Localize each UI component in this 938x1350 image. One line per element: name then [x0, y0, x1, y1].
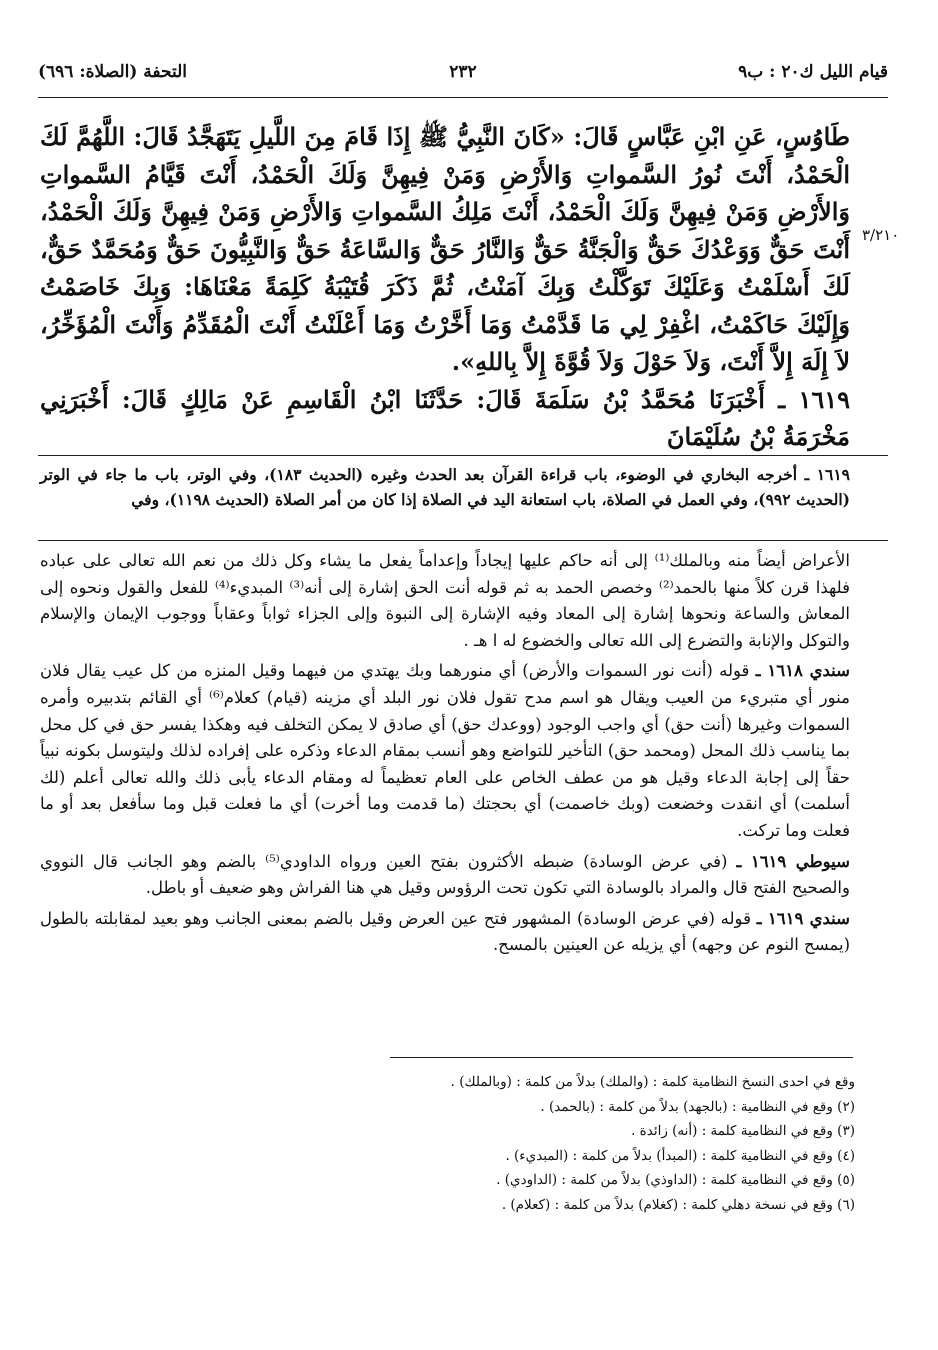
commentary-lead: سيوطي ١٦١٩ ـ	[736, 851, 850, 871]
commentary-text: قوله (في عرض الوسادة) المشهور فتح عين العرض وقيل بالضم بمعنى الجانب وهو بعيد لمقابلته بالطول (يمسح النوم عن وجهه) أي يزيله عن العينين بالمسح.	[40, 908, 850, 955]
chapter-reference: قيام الليل ك٢٠ : ب٩	[738, 62, 888, 82]
takhrij-divider	[38, 455, 888, 456]
footnote-divider	[390, 1057, 853, 1058]
hadith-1619-opening: ١٦١٩ ـ أَخْبَرَنَا مُحَمَّدُ بْنُ سَلَمَةَ قَالَ: حَدَّثَنَا ابْنُ الْقَاسِمِ عَنْ مَالِكٍ قَالَ: أَخْبَرَنِي مَخْرَمَةُ بْنُ سُلَيْمَانَ	[40, 384, 850, 451]
margin-reference: ٣/٢١٠	[862, 226, 900, 244]
hadith-main-text	[40, 118, 850, 456]
footnote: (٥) وقع في النظامية كلمة : (الداوذي) بدلاً من كلمة : (الداودي) .	[496, 1172, 855, 1188]
footnote: (٦) وقع في نسخة دهلي كلمة : (كغلام) بدلاً من كلمة : (كعلام) .	[501, 1196, 855, 1213]
hadith-1618-body: طَاوُسٍ، عَنِ ابْنِ عَبَّاسٍ قَالَ: «كَانَ النَّبِيُّ ﷺ إِذَا قَامَ مِنَ اللَّيلِ يَتَهَجَّدُ قَالَ: اللَّهُمَّ لَكَ الْحَمْدُ، أَنْتَ نُورُ السَّمواتِ وَالأَرْضِ وَمَنْ فِيهِنَّ وَلَكَ الْحَمْدُ، أَنْتَ قَيَّامُ السَّمواتِ وَالأَرْضِ وَمَنْ فِيهِنَّ وَلَكَ الْحَمْدُ، أَنْتَ مَلِكُ السَّمواتِ وَالأَرْضِ وَمَنْ فِيهِنَّ وَلَكَ الْحَمْدُ، أَنْتَ حَقٌّ وَوَعْدُكَ حَقٌّ وَالْجَنَّةُ حَقٌّ وَالنَّارُ حَقٌّ وَالسَّاعَةُ حَقٌّ وَالنَّبِيُّونَ حَقٌّ وَمُحَمَّدٌ حَقٌّ، لَكَ أَسْلَمْتُ وَعَلَيْكَ تَوَكَّلْتُ وَبِكَ آمَنْتُ، ثُمَّ ذَكَرَ قُتَيْبَةُ كَلِمَةً مَعْنَاهَا: وَبِكَ خَاصَمْتُ وَإِلَيْكَ حَاكَمْتُ، اغْفِرْ لِي مَا قَدَّمْتُ وَمَا أَخَّرْتُ وَمَا أَعْلَنْتُ أَنْتَ الْمُقَدِّمُ وَأَنْتَ الْمُؤَخِّرُ، لاَ إِلَهَ إِلاَّ أَنْتَ، وَلاَ حَوْلَ وَلاَ قُوَّةَ إِلاَّ بِاللهِ».	[40, 122, 851, 376]
commentary-text: (في عرض الوسادة) ضبطه الأكثرون بفتح العين ورواه الداودي⁽⁵⁾ بالضم وهو الجانب قال النووي والصحيح الفتح قال والمراد بالوسادة التي تكون تحت الرؤوس وقيل هي هنا الفراش وهو ضعيف أو باطل.	[40, 851, 850, 898]
commentary-lead: سندي ١٦١٨ ـ	[755, 661, 850, 681]
commentary	[40, 548, 850, 963]
tuhfa-reference: التحفة (الصلاة: ٦٩٦)	[38, 62, 188, 82]
commentary-lead: سندي ١٦١٩ ـ	[756, 908, 850, 928]
commentary-text: قوله (أنت نور السموات والأرض) أي منورهما وبك يهتدي من فيهما وقيل المنزه من كل عيب يقال فلان منور أي متبريء من العيب ويقال هو اسم مدح تقول فلان نور البلد أي مزينه (قيام) كعلام⁽⁶⁾ أي القائم بتدبيره وأمره السموات وغيرها (أنت حق) أي واجب الوجود (ووعدك حق) أي صادق لا يمكن التخلف فيه وهكذا يفسر حق في كل محل بما يناسب ذلك المحل (ومحمد حق) التأخير للتواضع وهو أنسب بمقام الدعاء وذكره على إفراده لذلك وليتوسل بكونه نبياً حقاً إلى إجابة الدعاء وقيل هو من عطف الخاص على العام تعظيماً له ومقام الدعاء يأبى ذلك والله تعالى أعلم (لك أسلمت) أي انقدت وخضعت (وبك خاصمت) أي بحجتك (ما قدمت وما أخرت) أي ما فعلت قبل وما سأفعل بعد أو ما فعلت وما تركت.	[40, 661, 850, 840]
page-header	[38, 62, 888, 92]
takhrij-note: ١٦١٩ ـ أخرجه البخاري في الوضوء، باب قراءة القرآن بعد الحدث وغيره (الحديث ١٨٣)، وفي الوتر، باب ما جاء في الوتر (الحديث ٩٩٢)، وفي العمل في الصلاة، باب استعانة اليد في الصلاة إذا كان من أمر الصلاة (الحديث ١١٩٨)، وفي	[40, 465, 850, 509]
page-number: ٢٣٢	[449, 62, 477, 82]
footnote: (٢) وقع في النظامية : (بالجهد) بدلاً من كلمة : (بالحمد) .	[540, 1098, 855, 1115]
commentary-divider	[38, 540, 888, 541]
commentary-paragraph	[40, 849, 850, 902]
footnote: (٣) وقع في النظامية كلمة : (أنه) زائدة .	[631, 1123, 855, 1139]
commentary-paragraph	[40, 658, 850, 844]
footnotes	[390, 1070, 855, 1217]
commentary-paragraph	[40, 906, 850, 959]
footnote: (٤) وقع في النظامية كلمة : (المبدأ) بدلاً من كلمة : (المبديء) .	[505, 1147, 855, 1164]
commentary-paragraph: الأعراض أيضاً منه وبالملك⁽¹⁾ إلى أنه حاكم عليها إيجاداً وإعداماً يفعل ما يشاء وكل ذلك من نعم الله تعالى على عباده فلهذا قرن كلاً منها بالحمد⁽²⁾ وخصص الحمد به ثم قوله أنت الحق إشارة إلى أنه⁽³⁾ المبديء⁽⁴⁾ للفعل والقول ونحوه إلى المعاش والساعة ونحوها إشارة إلى المعاد وفيه الإشارة إلى النبوة وإلى الجزاء ثواباً وعقاباً ووجوب الإيمان والإسلام والتوكل والإنابة والتضرع إلى الله تعالى والخضوع له ا هـ .	[40, 551, 850, 650]
footnote: وقع في احدى النسخ النظامية كلمة : (والملك) بدلاً من كلمة : (وبالملك) .	[450, 1074, 855, 1090]
header-divider	[38, 97, 888, 98]
